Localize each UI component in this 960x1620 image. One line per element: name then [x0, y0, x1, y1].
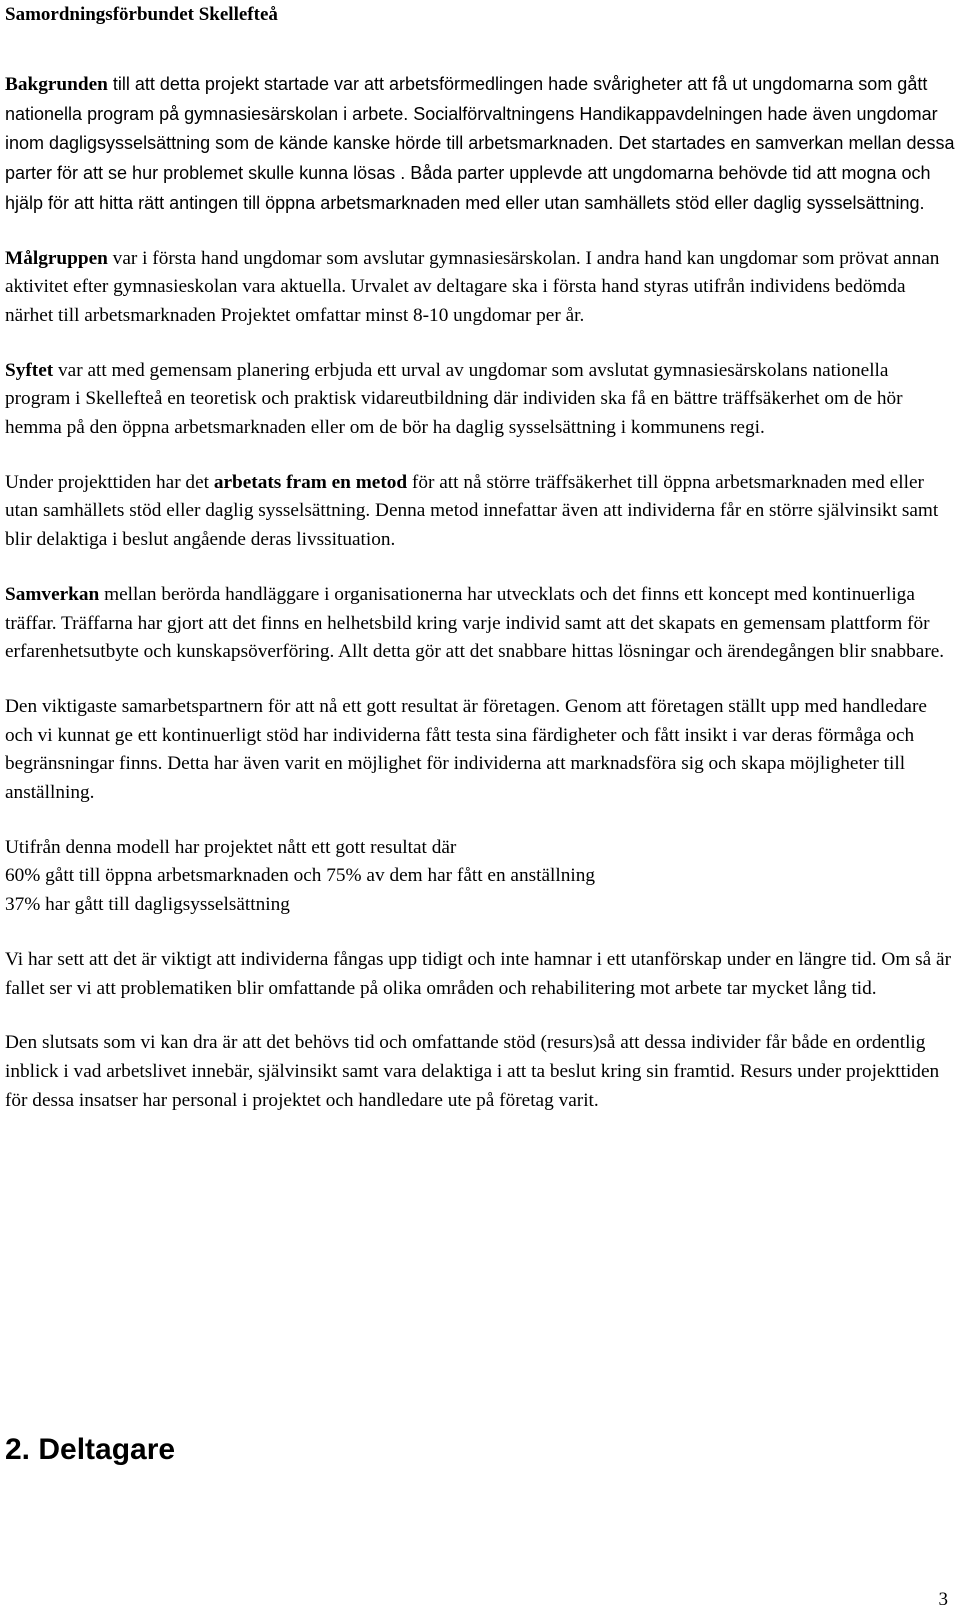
- resultat-line-3: 37% har gått till dagligsysselsättning: [5, 894, 290, 916]
- lead-syfte: Syftet: [5, 359, 54, 381]
- document-header: Samordningsförbundet Skellefteå: [5, 4, 278, 25]
- paragraph-tidigt: [5, 946, 957, 1003]
- section-heading: 2. Deltagare: [5, 1433, 176, 1466]
- resultat-line-2: 60% gått till öppna arbetsmarknaden och 75% av dem har fått en anställning: [5, 865, 596, 887]
- metod-bold: arbetats fram en metod: [213, 471, 408, 493]
- paragraph-syfte: [5, 357, 957, 443]
- tidigt-text: Vi har sett att det är viktigt att individerna fångas upp tidigt och inte hamnar i ett utanförskap under en längre tid. Om så är fallet ser vi att problematiken blir omfattande på olika områden och rehabilitering mot arbete tar mycket lång tid.: [5, 948, 952, 999]
- metod-text-after: för att nå större träffsäkerhet till öppna arbetsmarknaden med eller utan samhällets stöd eller daglig sysselsättning. Denna metod innefattar även att individerna får en större självinsikt samt blir delaktiga i beslut angående deras livssituation.: [5, 471, 939, 551]
- samverkan-text: mellan berörda handläggare i organisationerna har utvecklats och det finns ett koncept med kontinuerliga träffar. Träffarna har gjort att det finns en helhetsbild kring varje individ samt att det skapats en gemensam plattform för erfarenhetsutbyte och kunskapsöverföring. Allt detta gör att det snabbare hittas lösningar och ärendegången blir snabbare.: [5, 583, 945, 663]
- syfte-text: var att med gemensam planering erbjuda ett urval av ungdomar som avslutat gymnasiesärskolans nationella program i Skellefteå en teoretisk och praktisk vidareutbildning där individen ska få en bättre träffsäkerhet om de hör hemma på den öppna arbetsmarknaden eller om de bör ha daglig sysselsättning i kommunens regi.: [5, 359, 903, 439]
- paragraph-malgrupp: [5, 245, 957, 331]
- page-number: 3: [938, 1589, 948, 1610]
- paragraph-slutsats: [5, 1029, 957, 1115]
- document-body: [5, 70, 957, 1141]
- foretag-text: Den viktigaste samarbetspartnern för att nå ett gott resultat är företagen. Genom att företagen ställt upp med handledare och vi kunnat ge ett kontinuerligt stöd har individerna fått testa sina färdigheter och fått insikt i var deras förmåga och begränsningar finns. Detta har även varit en möjlighet för individerna att marknadsföra sig och skapa möjligheter till anställning.: [5, 695, 927, 804]
- bakgrund-text: till att detta projekt startade var att arbetsförmedlingen hade svårigheter att få ut ungdomarna som gått nationella program på gymnasiesärskolan i arbete. Socialförvaltningens Handikappavdelningen hade även ungdomar inom dagligsysselsättning som de kände kanske hörde till arbetsmarknaden. Det startades en samverkan mellan dessa parter för att se hur problemet skulle kunna lösas . Båda parter upplevde att ungdomarna behövde tid att mogna och hjälp för att hitta rätt antingen till öppna arbetsmarknaden med eller utan samhällets stöd eller daglig sysselsättning.: [5, 74, 955, 213]
- lead-samverkan: Samverkan: [5, 583, 100, 605]
- paragraph-bakgrund: [5, 70, 957, 219]
- paragraph-samverkan: [5, 581, 957, 667]
- paragraph-foretag: [5, 693, 957, 808]
- resultat-line-1: Utifrån denna modell har projektet nått ett gott resultat där: [5, 836, 457, 858]
- malgrupp-text: var i första hand ungdomar som avslutar gymnasiesärskolan. I andra hand kan ungdomar som prövat annan aktivitet efter gymnasieskolan vara aktuella. Urvalet av deltagare ska i första hand styras utifrån individens bedömda närhet till arbetsmarknaden Projektet omfattar minst 8-10 ungdomar per år.: [5, 247, 940, 326]
- lead-bakgrund: Bakgrunden: [5, 74, 108, 95]
- paragraph-metod: [5, 469, 957, 555]
- lead-malgrupp: Målgruppen: [5, 247, 108, 269]
- paragraph-resultat: [5, 834, 957, 920]
- slutsats-text: Den slutsats som vi kan dra är att det behövs tid och omfattande stöd (resurs)så att dessa individer får både en ordentlig inblick i vad arbetslivet innebär, självinsikt samt vara delaktiga i att ta beslut kring sin framtid. Resurs under projekttiden för dessa insatser har personal i projektet och handledare ute på företag varit.: [5, 1032, 940, 1111]
- metod-text-before: Under projekttiden har det: [5, 471, 214, 493]
